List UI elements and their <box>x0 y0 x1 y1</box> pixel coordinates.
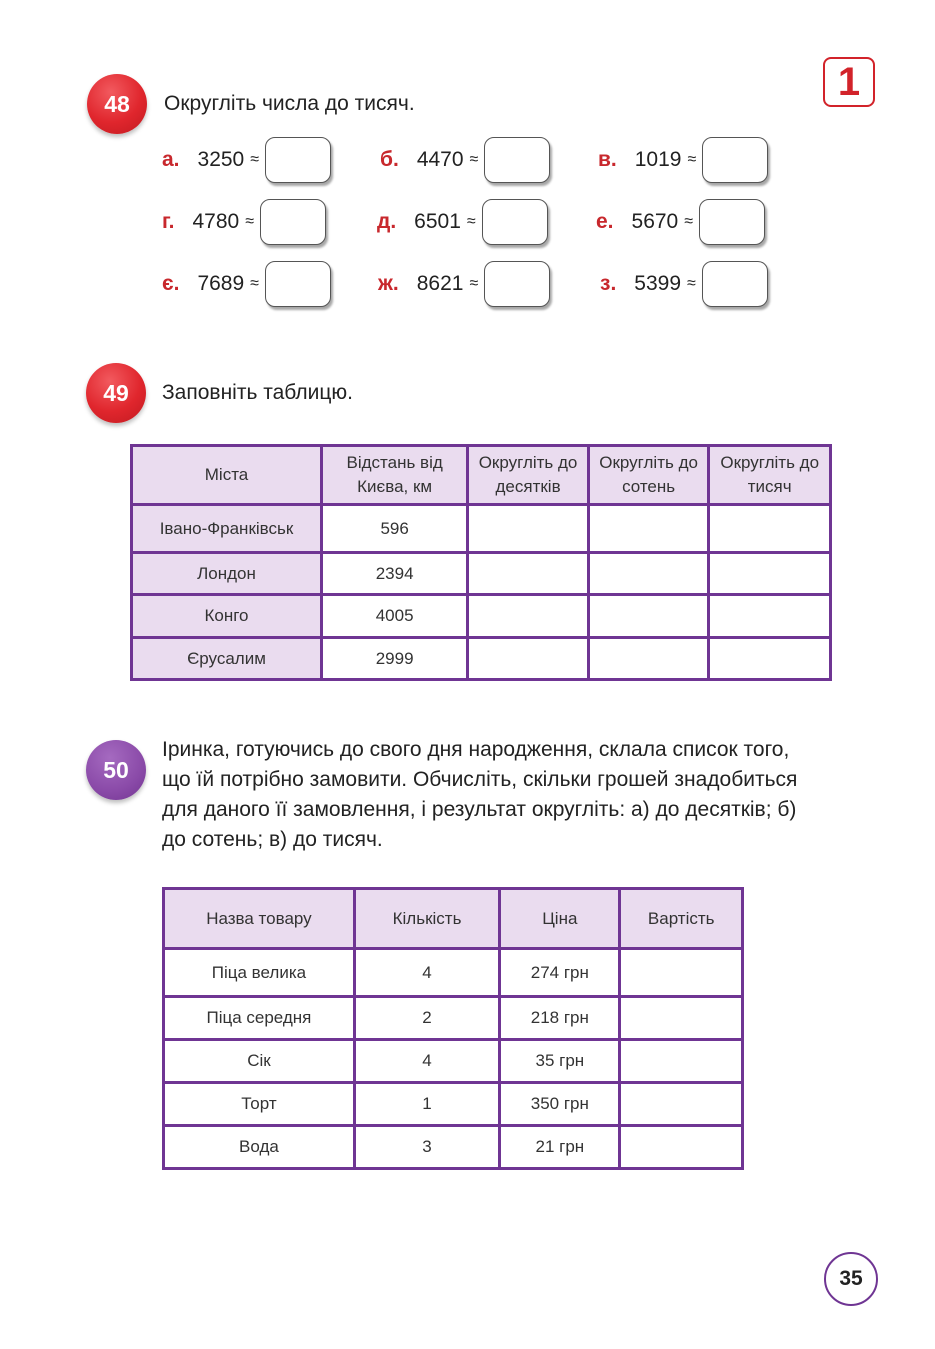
task-48-instruction: Округліть числа до тисяч. <box>164 92 415 115</box>
header-round-hundreds: Округліть до сотень <box>588 446 709 505</box>
exercise-letter: ж. <box>378 272 399 295</box>
exercise-number: 5670 <box>631 210 679 233</box>
table-row <box>132 553 831 595</box>
task-50-line: Іринка, готуючись до свого дня народження, склала список того, <box>162 738 790 761</box>
answer-cell[interactable] <box>588 595 709 638</box>
product-name: Вода <box>164 1126 355 1169</box>
task-50-line: для даного її замовлення, і результат округліть: а) до десятків; б) <box>162 798 797 821</box>
task-49-number: 49 <box>86 363 146 423</box>
answer-box[interactable] <box>482 199 548 245</box>
exercise-item <box>162 136 331 184</box>
exercise-item <box>598 136 768 184</box>
exercise-letter: з. <box>600 272 617 295</box>
approx-sign: ≈ <box>250 275 259 292</box>
table-row <box>132 505 831 553</box>
product-qty: 1 <box>354 1083 499 1126</box>
answer-cell[interactable] <box>468 595 589 638</box>
exercise-number: 3250 <box>197 148 245 171</box>
approx-sign: ≈ <box>245 213 254 230</box>
approx-sign: ≈ <box>687 275 696 292</box>
exercise-number: 8621 <box>416 272 464 295</box>
approx-sign: ≈ <box>466 213 476 230</box>
answer-cell[interactable] <box>468 638 589 680</box>
exercise-number: 4470 <box>416 148 464 171</box>
exercise-item <box>380 136 550 184</box>
product-qty: 3 <box>354 1126 499 1169</box>
answer-cell[interactable] <box>468 505 589 553</box>
approx-sign: ≈ <box>684 213 694 230</box>
approx-sign: ≈ <box>250 151 260 168</box>
answer-box[interactable] <box>484 261 550 307</box>
exercise-letter: е. <box>596 210 614 233</box>
answer-cell[interactable] <box>468 553 589 595</box>
answer-cell[interactable] <box>588 553 709 595</box>
cost-answer-cell[interactable] <box>620 1040 743 1083</box>
city-name: Єрусалим <box>132 638 322 680</box>
task-50-line: до сотень; в) до тисяч. <box>162 828 383 851</box>
header-cost: Вартість <box>620 889 743 949</box>
header-round-tens: Округліть до десятків <box>468 446 589 505</box>
product-price: 274 грн <box>500 949 620 997</box>
task-50-number: 50 <box>86 740 146 800</box>
answer-cell[interactable] <box>588 638 709 680</box>
city-name: Конго <box>132 595 322 638</box>
answer-box[interactable] <box>265 137 331 183</box>
exercise-item <box>600 260 768 308</box>
exercise-number: 5399 <box>634 272 681 295</box>
product-name: Піца середня <box>164 997 355 1040</box>
task-48-number: 48 <box>87 74 147 134</box>
product-name: Піца велика <box>164 949 355 997</box>
exercise-number: 6501 <box>414 210 461 233</box>
answer-box[interactable] <box>702 261 768 307</box>
exercise-letter: є. <box>162 272 180 295</box>
exercise-item <box>162 198 326 246</box>
exercise-letter: г. <box>162 210 175 233</box>
exercise-number: 4780 <box>192 210 240 233</box>
answer-cell[interactable] <box>588 505 709 553</box>
city-name: Лондон <box>132 553 322 595</box>
answer-cell[interactable] <box>709 505 831 553</box>
exercise-item <box>596 198 765 246</box>
cost-answer-cell[interactable] <box>620 997 743 1040</box>
header-quantity: Кількість <box>354 889 499 949</box>
answer-cell[interactable] <box>709 553 831 595</box>
product-price: 350 грн <box>500 1083 620 1126</box>
product-name: Торт <box>164 1083 355 1126</box>
exercise-number: 7689 <box>197 272 245 295</box>
header-distance: Відстань від Києва, км <box>322 446 468 505</box>
distance-value: 2394 <box>322 553 468 595</box>
answer-cell[interactable] <box>709 638 831 680</box>
product-name: Сік <box>164 1040 355 1083</box>
product-price: 21 грн <box>500 1126 620 1169</box>
product-price: 35 грн <box>500 1040 620 1083</box>
task-50-line: що їй потрібно замовити. Обчисліть, скільки грошей знадобиться <box>162 768 798 791</box>
table-row <box>164 1083 743 1126</box>
table-row <box>164 949 743 997</box>
cost-answer-cell[interactable] <box>620 1126 743 1169</box>
page-number: 35 <box>824 1252 878 1306</box>
exercise-number: 1019 <box>634 148 682 171</box>
answer-cell[interactable] <box>709 595 831 638</box>
approx-sign: ≈ <box>469 151 479 168</box>
approx-sign: ≈ <box>687 151 697 168</box>
table-row <box>164 997 743 1040</box>
distance-value: 2999 <box>322 638 468 680</box>
approx-sign: ≈ <box>469 275 479 292</box>
answer-box[interactable] <box>260 199 326 245</box>
product-qty: 4 <box>354 1040 499 1083</box>
table-row <box>164 1126 743 1169</box>
product-qty: 2 <box>354 997 499 1040</box>
answer-box[interactable] <box>484 137 550 183</box>
cities-table <box>130 444 832 681</box>
exercise-item <box>377 198 548 246</box>
distance-value: 596 <box>322 505 468 553</box>
unit-badge: 1 <box>823 57 875 107</box>
order-table <box>162 887 744 1170</box>
cost-answer-cell[interactable] <box>620 949 743 997</box>
exercise-letter: в. <box>598 148 617 171</box>
exercise-letter: а. <box>162 148 180 171</box>
header-product-name: Назва товару <box>164 889 355 949</box>
header-cities: Міста <box>132 446 322 505</box>
answer-box[interactable] <box>699 199 765 245</box>
table-row <box>164 1040 743 1083</box>
cost-answer-cell[interactable] <box>620 1083 743 1126</box>
table-row <box>132 595 831 638</box>
exercise-item <box>378 260 550 308</box>
exercise-item <box>162 260 331 308</box>
product-price: 218 грн <box>500 997 620 1040</box>
exercise-letter: б. <box>380 148 399 171</box>
city-name: Івано-Франківськ <box>132 505 322 553</box>
exercise-letter: д. <box>377 210 397 233</box>
table-row <box>132 638 831 680</box>
task-50-text <box>162 735 862 855</box>
answer-box[interactable] <box>265 261 331 307</box>
answer-box[interactable] <box>702 137 768 183</box>
distance-value: 4005 <box>322 595 468 638</box>
header-round-thousands: Округліть до тисяч <box>709 446 831 505</box>
task-49-instruction: Заповніть таблицю. <box>162 381 353 404</box>
header-price: Ціна <box>500 889 620 949</box>
product-qty: 4 <box>354 949 499 997</box>
